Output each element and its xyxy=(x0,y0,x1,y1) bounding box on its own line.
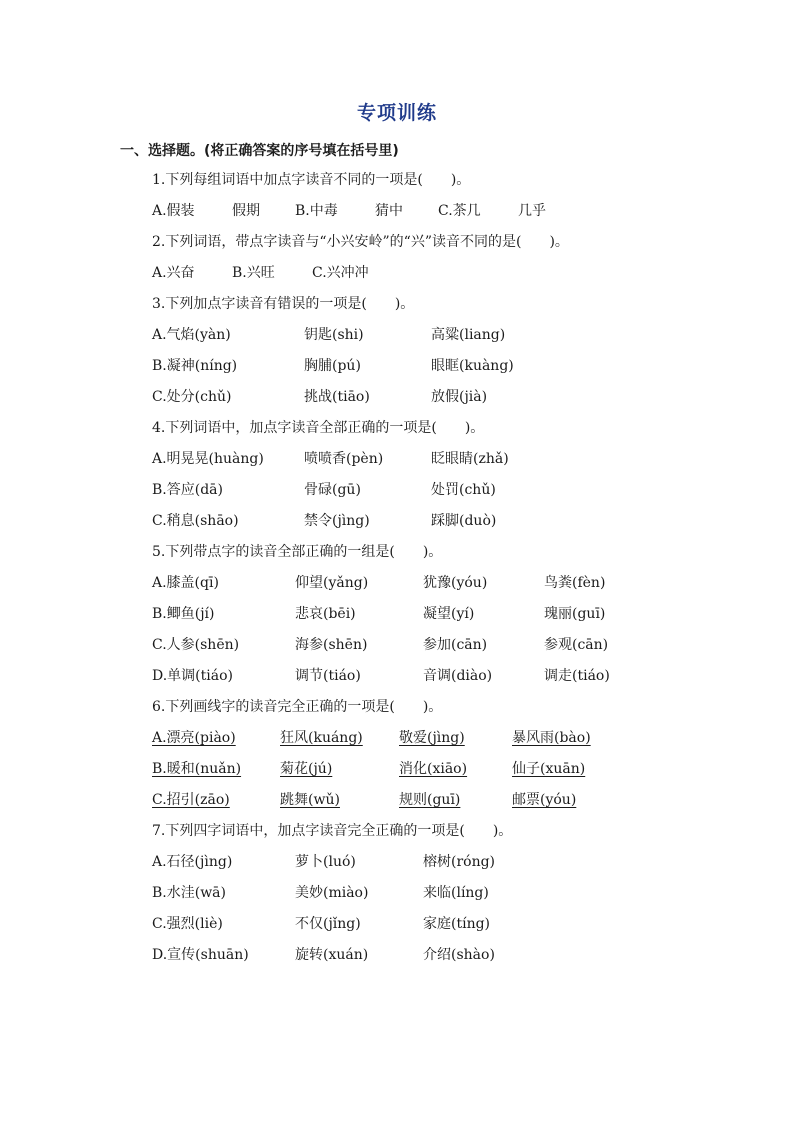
options-row xyxy=(152,667,772,698)
option: 犹豫(yóu) xyxy=(423,575,488,591)
option: 来临(líng) xyxy=(423,885,489,901)
option: 敬爱(jìng) xyxy=(399,730,465,746)
option: 跳舞(wǔ) xyxy=(280,792,340,808)
option: A.明晃晃(huàng) xyxy=(152,451,264,467)
option: C.兴冲冲 xyxy=(312,265,369,281)
options-row xyxy=(152,760,772,791)
options-row xyxy=(152,636,772,667)
option: 参加(cān) xyxy=(423,637,488,653)
option: 邮票(yóu) xyxy=(512,792,577,808)
options-row xyxy=(152,605,772,636)
option: 假期 xyxy=(232,203,260,219)
question-text: 1.下列每组词语中加点字读音不同的一项是( )。 xyxy=(152,172,471,188)
option: B.兴旺 xyxy=(232,265,275,281)
option: 挑战(tiāo) xyxy=(304,389,370,405)
option: 眨眼睛(zhǎ) xyxy=(431,451,509,467)
option: 悲哀(bēi) xyxy=(295,606,356,622)
option: B.暖和(nuǎn) xyxy=(152,761,242,777)
option: 狂风(kuáng) xyxy=(280,730,363,746)
option: A.漂亮(piào) xyxy=(152,730,236,746)
question-4 xyxy=(152,419,772,450)
option: 旋转(xuán) xyxy=(295,947,369,963)
option: B.凝神(níng) xyxy=(152,358,238,374)
options-row xyxy=(152,326,772,357)
option: C.人参(shēn) xyxy=(152,637,240,653)
question-7 xyxy=(152,822,772,853)
options-row xyxy=(152,574,772,605)
option: 鸟粪(fèn) xyxy=(544,575,606,591)
option: 仰望(yǎng) xyxy=(295,575,369,591)
option: 高粱(liang) xyxy=(431,327,506,343)
option: B.鲫鱼(jí) xyxy=(152,606,215,622)
question-text: 6.下列画线字的读音完全正确的一项是( )。 xyxy=(152,699,443,715)
options-row xyxy=(152,450,772,481)
options-row xyxy=(152,884,772,915)
question-text: 5.下列带点字的读音全部正确的一组是( )。 xyxy=(152,544,443,560)
option: 海参(shēn) xyxy=(295,637,368,653)
question-3 xyxy=(152,295,772,326)
option: 介绍(shào) xyxy=(423,947,495,963)
option: B.水洼(wā) xyxy=(152,885,226,901)
option: 瑰丽(guī) xyxy=(544,606,606,622)
option: 调节(tiáo) xyxy=(295,668,361,684)
option: A.气焰(yàn) xyxy=(152,327,231,343)
option: 调走(tiáo) xyxy=(544,668,610,684)
question-5 xyxy=(152,543,772,574)
option: 规则(guī) xyxy=(399,792,461,808)
option: 喷喷香(pèn) xyxy=(304,451,384,467)
question-6 xyxy=(152,698,772,729)
option: 家庭(tíng) xyxy=(423,916,491,932)
option: 仙子(xuān) xyxy=(512,761,586,777)
option: 暴风雨(bào) xyxy=(512,730,591,746)
option: 参观(cān) xyxy=(544,637,609,653)
option: A.膝盖(qī) xyxy=(152,575,219,591)
option: 胸脯(pú) xyxy=(304,358,361,374)
options-row xyxy=(152,357,772,388)
option: 美妙(miào) xyxy=(295,885,369,901)
option: 不仅(jǐng) xyxy=(295,916,361,932)
question-1 xyxy=(152,171,772,202)
option: D.单调(tiáo) xyxy=(152,668,233,684)
option: C.稍息(shāo) xyxy=(152,513,239,529)
options-row xyxy=(152,853,772,884)
options-row xyxy=(152,946,772,977)
question-text: 7.下列四字词语中，加点字读音完全正确的一项是( )。 xyxy=(152,823,513,839)
section-heading: 一、选择题。(将正确答案的序号填在括号里) xyxy=(120,143,399,159)
option: A.石径(jìng) xyxy=(152,854,233,870)
option: B.中毒 xyxy=(295,203,338,219)
option: C.强烈(liè) xyxy=(152,916,223,932)
options-row xyxy=(152,202,772,233)
option: 音调(diào) xyxy=(423,668,493,684)
options-row xyxy=(152,915,772,946)
option: C.处分(chǔ) xyxy=(152,389,232,405)
option: 骨碌(gū) xyxy=(304,482,361,498)
option: C.招引(zāo) xyxy=(152,792,230,808)
question-text: 2.下列词语，带点字读音与“小兴安岭”的“兴”读音不同的是( )。 xyxy=(152,234,569,250)
option: 榕树(róng) xyxy=(423,854,496,870)
option: 几乎 xyxy=(518,203,546,219)
options-row xyxy=(152,264,772,295)
question-2 xyxy=(152,233,772,264)
option: B.答应(dā) xyxy=(152,482,223,498)
option: 放假(jià) xyxy=(431,389,488,405)
option: A.兴奋 xyxy=(152,265,195,281)
question-list xyxy=(152,171,772,977)
option: 踩脚(duò) xyxy=(431,513,497,529)
option: 眼眶(kuàng) xyxy=(431,358,514,374)
option: 猜中 xyxy=(375,203,403,219)
option: 处罚(chǔ) xyxy=(431,482,496,498)
question-text: 4.下列词语中，加点字读音全部正确的一项是( )。 xyxy=(152,420,485,436)
options-row xyxy=(152,481,772,512)
option: 凝望(yí) xyxy=(423,606,475,622)
options-row xyxy=(152,791,772,822)
options-row xyxy=(152,729,772,760)
options-row xyxy=(152,512,772,543)
page-title: 专项训练 xyxy=(356,102,437,124)
question-text: 3.下列加点字读音有错误的一项是( )。 xyxy=(152,296,415,312)
options-row xyxy=(152,388,772,419)
option: 钥匙(shi) xyxy=(304,327,364,343)
option: C.茶几 xyxy=(438,203,481,219)
option: 萝卜(luó) xyxy=(295,854,356,870)
option: 菊花(jú) xyxy=(280,761,333,777)
option: 禁令(jìng) xyxy=(304,513,370,529)
option: D.宣传(shuān) xyxy=(152,947,249,963)
option: 消化(xiāo) xyxy=(399,761,468,777)
option: A.假装 xyxy=(152,203,195,219)
